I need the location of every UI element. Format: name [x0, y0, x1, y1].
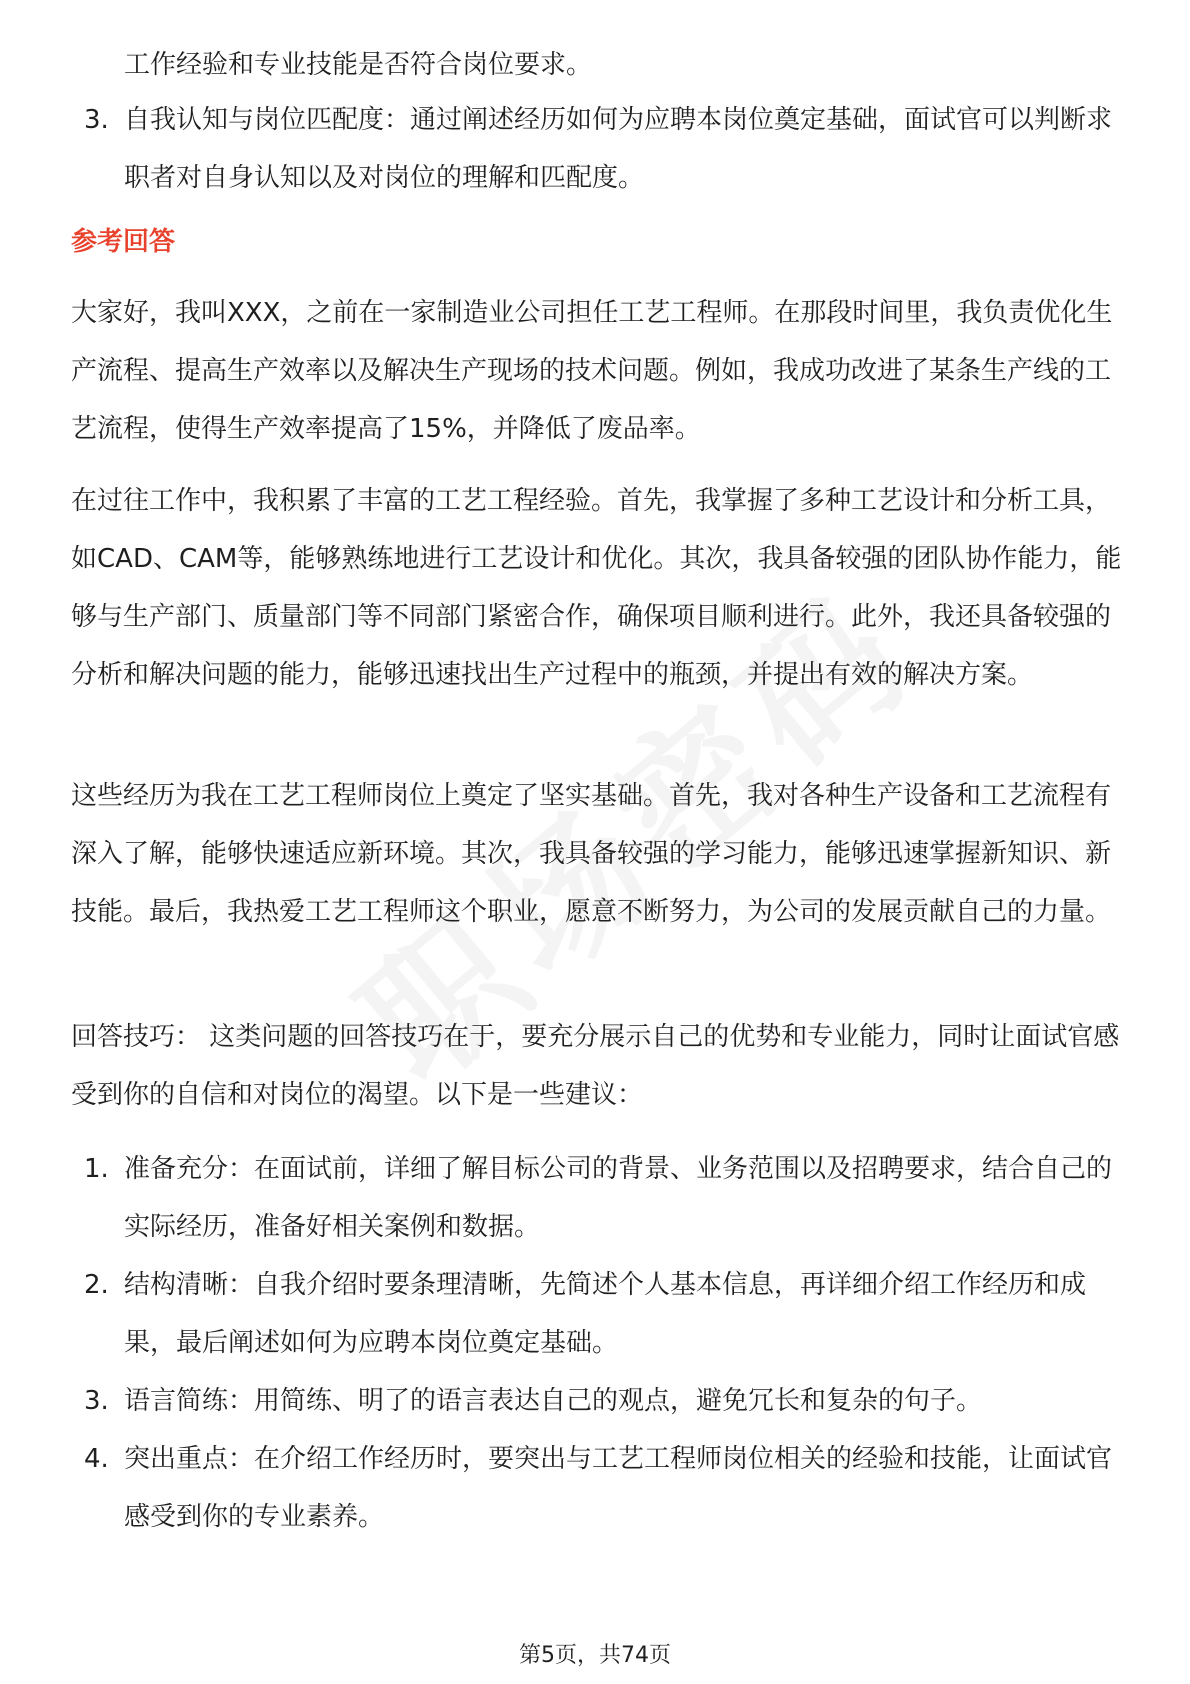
page-footer: 第5页，共74页 — [519, 1643, 671, 1668]
list-item-text: 语言简练：用简练、明了的语言表达自己的观点，避免冗长和复杂的句子。 — [124, 1386, 983, 1416]
section-title: 参考回答 — [71, 227, 176, 257]
list-item-number: 2. — [84, 1270, 109, 1300]
answer-paragraph-1: 大家好，我叫XXX，之前在一家制造业公司担任工艺工程师。在那段时间里，我负责优化生产流程、提高生产效率以及解决生产现场的技术问题。例如，我成功改进了某条生产线的工艺流程，使得生产效率提高了15%，并降低了废品率。 — [71, 298, 1113, 444]
list-item — [0, 1256, 1190, 1372]
list-item — [0, 1372, 1190, 1430]
list-item-text: 结构清晰：自我介绍时要条理清晰，先简述个人基本信息，再详细介绍工作经历和成果，最后阐述如何为应聘本岗位奠定基础。 — [124, 1270, 1087, 1358]
list-item-number: 3. — [84, 1386, 109, 1416]
list-item-text: 准备充分：在面试前，详细了解目标公司的背景、业务范围以及招聘要求，结合自己的实际经历，准备好相关案例和数据。 — [124, 1154, 1113, 1242]
list-item — [0, 91, 1190, 207]
list-item-text: 自我认知与岗位匹配度：通过阐述经历如何为应聘本岗位奠定基础，面试官可以判断求职者对自身认知以及对岗位的理解和匹配度。 — [124, 105, 1113, 193]
list-item-text: 突出重点：在介绍工作经历时，要突出与工艺工程师岗位相关的经验和技能，让面试官感受到你的专业素养。 — [124, 1444, 1113, 1532]
intro-list — [0, 91, 1190, 207]
list-continuation-text: 工作经验和专业技能是否符合岗位要求。 — [124, 50, 593, 80]
answer-paragraph-2: 在过往工作中，我积累了丰富的工艺工程经验。首先，我掌握了多种工艺设计和分析工具，如CAD、CAM等，能够熟练地进行工艺设计和优化。其次，我具备较强的团队协作能力，能够与生产部门、质量部门等不同部门紧密合作，确保项目顺利进行。此外，我还具备较强的分析和解决问题的能力，能够迅速找出生产过程中的瓶颈，并提出有效的解决方案。 — [71, 486, 1122, 690]
list-item-number: 3. — [84, 105, 109, 135]
list-item-number: 4. — [84, 1444, 109, 1474]
list-item — [0, 1140, 1190, 1256]
tips-list — [0, 1140, 1190, 1546]
answer-tips-paragraph: 回答技巧： 这类问题的回答技巧在于，要充分展示自己的优势和专业能力，同时让面试官感受到你的自信和对岗位的渴望。以下是一些建议： — [71, 1022, 1120, 1110]
list-item-number: 1. — [84, 1154, 109, 1184]
answer-paragraph-3: 这些经历为我在工艺工程师岗位上奠定了坚实基础。首先，我对各种生产设备和工艺流程有深入了解，能够快速适应新环境。其次，我具备较强的学习能力，能够迅速掌握新知识、新技能。最后，我热爱工艺工程师这个职业，愿意不断努力，为公司的发展贡献自己的力量。 — [71, 781, 1112, 927]
list-item — [0, 1430, 1190, 1546]
